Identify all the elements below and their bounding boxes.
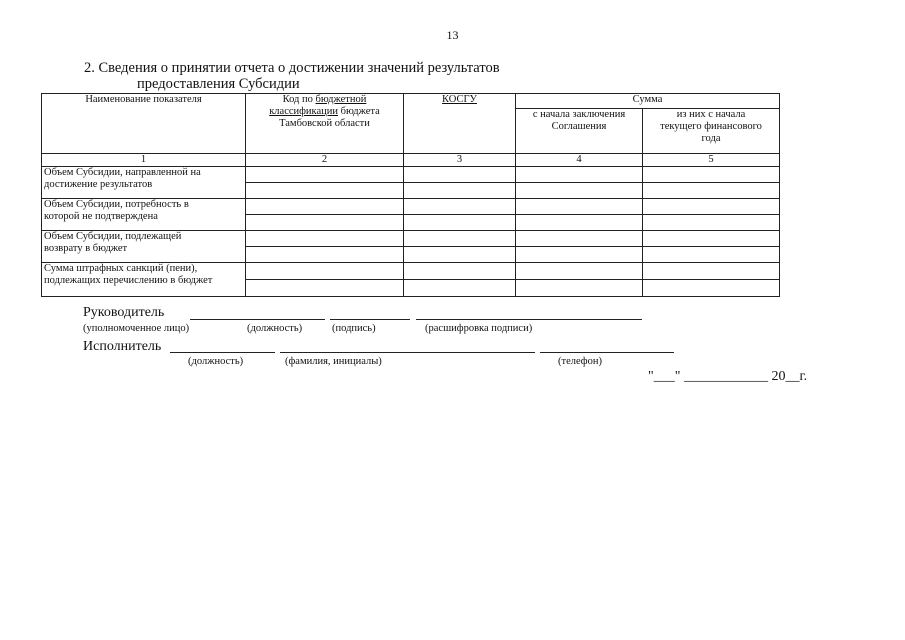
header-row <box>42 94 780 109</box>
caption-signature: (подпись) <box>332 323 376 334</box>
empty-cell <box>643 183 780 199</box>
empty-cell <box>643 167 780 183</box>
header-sum: Сумма <box>516 94 780 109</box>
empty-cell <box>246 247 404 263</box>
empty-cell <box>516 183 643 199</box>
column-number: 1 <box>42 154 246 167</box>
head-label: Руководитель <box>83 305 165 320</box>
header-indicator-name: Наименование показателя <box>42 94 246 154</box>
column-number: 5 <box>643 154 780 167</box>
empty-cell <box>404 231 516 247</box>
empty-cell <box>404 263 516 280</box>
executor-position-line <box>170 352 275 353</box>
empty-cell <box>246 199 404 215</box>
column-number: 4 <box>516 154 643 167</box>
empty-cell <box>516 167 643 183</box>
classification-link: классификации <box>269 106 339 117</box>
empty-cell <box>643 231 780 247</box>
column-number-row <box>42 154 780 167</box>
empty-cell <box>404 183 516 199</box>
empty-cell <box>404 215 516 231</box>
empty-cell <box>404 199 516 215</box>
empty-cell <box>643 215 780 231</box>
empty-cell <box>246 280 404 297</box>
empty-cell <box>516 215 643 231</box>
empty-cell <box>516 280 643 297</box>
header-budget-code: Код по бюджетной классификации бюджета Тамбовской области <box>246 94 404 154</box>
report-table <box>41 93 780 297</box>
empty-cell <box>246 231 404 247</box>
empty-cell <box>516 247 643 263</box>
empty-cell <box>246 263 404 280</box>
header-since-start: с начала заключения Соглашения <box>516 109 643 154</box>
caption-position: (должность) <box>247 323 303 334</box>
section-title: 2. Сведения о принятии отчета о достижении значений результатов <box>84 60 500 76</box>
executor-label: Исполнитель <box>83 339 162 354</box>
empty-cell <box>246 183 404 199</box>
row-label-return: Объем Субсидии, подлежащей возврату в бюджет <box>42 231 246 263</box>
empty-cell <box>404 247 516 263</box>
executor-name-line <box>280 352 535 353</box>
empty-cell <box>643 247 780 263</box>
budget-code-link: бюджетной <box>315 94 367 105</box>
empty-cell <box>516 263 643 280</box>
executor-phone-line <box>540 352 674 353</box>
head-position-line <box>190 319 325 320</box>
table-row <box>42 167 780 183</box>
empty-cell <box>643 263 780 280</box>
row-label-directed: Объем Субсидии, направленной на достижение результатов <box>42 167 246 199</box>
empty-cell <box>404 167 516 183</box>
table-row <box>42 231 780 247</box>
caption-signature-decoding: (расшифровка подписи) <box>425 323 533 334</box>
table-row <box>42 199 780 215</box>
caption-executor-phone: (телефон) <box>558 356 602 367</box>
head-decoding-line <box>416 319 642 320</box>
head-signature-line <box>330 319 410 320</box>
date-month-blank: ____________ <box>683 369 768 384</box>
empty-cell <box>246 167 404 183</box>
row-label-penalties: Сумма штрафных санкций (пени), подлежащих перечислению в бюджет <box>42 263 246 297</box>
empty-cell <box>643 199 780 215</box>
empty-cell <box>246 215 404 231</box>
header-kosgu: КОСГУ <box>404 94 516 154</box>
date-year-blank: __ <box>785 369 800 384</box>
empty-cell <box>516 231 643 247</box>
caption-authorized-person: (уполномоченное лицо) <box>83 323 190 334</box>
row-label-not-confirmed: Объем Субсидии, потребность в которой не подтверждена <box>42 199 246 231</box>
table-row <box>42 263 780 280</box>
date-line: "___" ____________ 20__г. <box>648 369 808 384</box>
empty-cell <box>516 199 643 215</box>
date-day-blank: ___ <box>653 369 675 384</box>
caption-executor-position: (должность) <box>188 356 244 367</box>
empty-cell <box>643 280 780 297</box>
header-current-year: из них с начала текущего финансового года <box>643 109 780 154</box>
page-number: 13 <box>446 28 459 42</box>
empty-cell <box>404 280 516 297</box>
caption-executor-name: (фамилия, инициалы) <box>285 356 382 367</box>
column-number: 2 <box>246 154 404 167</box>
section-title-continuation: предоставления Субсидии <box>137 76 300 92</box>
column-number: 3 <box>404 154 516 167</box>
